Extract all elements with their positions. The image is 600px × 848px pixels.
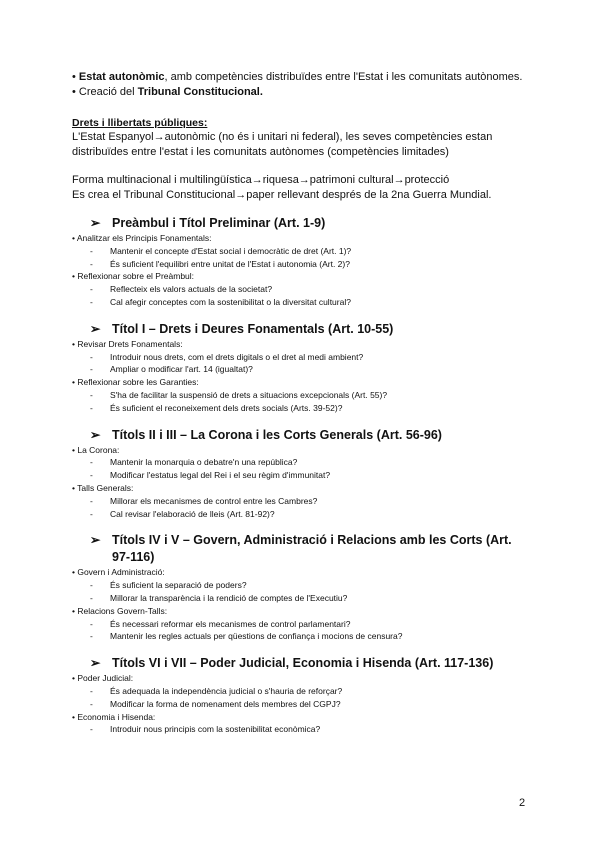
list-item <box>90 723 532 736</box>
section-title-continued: 97-116) <box>112 550 155 565</box>
list-item-text: Cal afegir conceptes com la sostenibilitat o la diversitat cultural? <box>110 296 351 307</box>
section <box>72 215 532 309</box>
list-item <box>90 508 532 521</box>
section-title: Títol I – Drets i Deures Fonamentals (Art. 10-55) <box>112 321 394 336</box>
group-label: • Revisar Drets Fonamentals: <box>72 338 183 349</box>
section-heading <box>72 532 532 566</box>
list-item-text: Reflecteix els valors actuals de la societat? <box>110 284 273 295</box>
dash-bullet: - <box>90 592 93 603</box>
dash-bullet: - <box>90 618 93 629</box>
bullet-text: , amb competències distribuïdes entre l'Estat i les comunitats autònomes. <box>164 71 523 83</box>
list-item-text: És adequada la independència judicial o s'hauria de reforçar? <box>110 685 343 696</box>
arrow-bullet-icon: ➢ <box>90 427 101 442</box>
rights-line-2: distribuïdes entre l'estat i les comunitats autònomes (competències limitades) <box>72 146 449 158</box>
arrow-bullet-icon: ➢ <box>90 656 101 671</box>
list-item <box>90 351 532 364</box>
bold-term: Estat autonòmic <box>78 71 165 83</box>
section-heading <box>72 321 532 338</box>
list-item-text: S'ha de facilitar la suspensió de drets a situacions excepcionals (Art. 55)? <box>110 389 388 400</box>
section-heading <box>72 215 532 232</box>
rights-title: Drets i llibertats públiques: <box>72 117 208 129</box>
dash-bullet: - <box>90 580 93 591</box>
list-item <box>90 630 532 643</box>
list-item <box>90 389 532 402</box>
list-item-text: Ampliar o modificar l'art. 14 (igualtat)? <box>110 364 253 375</box>
list-item-text: Cal revisar l'elaboració de lleis (Art. 81-92)? <box>110 508 275 519</box>
document-page <box>72 70 532 736</box>
dash-bullet: - <box>90 258 93 269</box>
dash-bullet: - <box>90 508 93 519</box>
dash-bullet: - <box>90 698 93 709</box>
list-item <box>90 685 532 698</box>
dash-bullet: - <box>90 724 93 735</box>
dash-bullet: - <box>90 389 93 400</box>
arrow-bullet-icon: ➢ <box>90 533 101 548</box>
list-item <box>90 698 532 711</box>
section-title: Títols IV i V – Govern, Administració i Relacions amb les Corts (Art. <box>112 533 512 548</box>
rights-line-1: L'Estat Espanyol→autonòmic (no és i unitari ni federal), les seves competències estan <box>72 131 493 143</box>
list-item <box>90 495 532 508</box>
list-item-text: Introduir nous principis com la sostenibilitat econòmica? <box>110 724 321 735</box>
intro-bullet-2: • Creació del Tribunal Constitucional. <box>72 86 263 98</box>
list-item-text: És necessari reformar els mecanismes de control parlamentari? <box>110 618 351 629</box>
group-label: • Poder Judicial: <box>72 673 134 684</box>
dash-bullet: - <box>90 284 93 295</box>
list-item-text: Introduir nous drets, com el drets digitals o el dret al medi ambient? <box>110 351 364 362</box>
intro-bullet-1: • Estat autonòmic, amb competències distribuïdes entre l'Estat i les comunitats autònomes. <box>72 71 523 83</box>
dash-bullet: - <box>90 296 93 307</box>
section <box>72 655 532 736</box>
list-item <box>90 402 532 415</box>
list-item-text: És suficient la separació de poders? <box>110 580 247 591</box>
section-title: Títols II i III – La Corona i les Corts Generals (Art. 56-96) <box>112 427 442 442</box>
group-label: • Govern i Administració: <box>72 567 165 578</box>
bullet-text: Creació del <box>78 86 138 98</box>
group-label: • Analitzar els Principis Fonamentals: <box>72 233 212 243</box>
arrow-bullet-icon: ➢ <box>90 321 101 336</box>
section <box>72 321 532 415</box>
section-title: Preàmbul i Títol Preliminar (Art. 1-9) <box>112 216 326 230</box>
list-item-text: Mantenir el concepte d'Estat social i democràtic de dret (Art. 1)? <box>110 245 352 256</box>
dash-bullet: - <box>90 364 93 375</box>
list-item-text: Millorar la transparència i la rendició de comptes de l'Executiu? <box>110 592 348 603</box>
group-label: • La Corona: <box>72 444 120 455</box>
list-item-text: Mantenir les regles actuals per qüestions de confiança i mocions de censura? <box>110 631 403 642</box>
group-label: • Economia i Hisenda: <box>72 711 156 722</box>
list-item <box>90 469 532 482</box>
list-item-text: És suficient el reconeixement dels drets socials (Arts. 39-52)? <box>110 402 343 413</box>
dash-bullet: - <box>90 402 93 413</box>
group-label: • Talls Generals: <box>72 482 134 493</box>
list-item-text: Mantenir la monarquia o debatre'n una república? <box>110 457 298 468</box>
group-label: • Reflexionar sobre les Garanties: <box>72 377 199 388</box>
dash-bullet: - <box>90 685 93 696</box>
list-item <box>90 363 532 376</box>
list-item <box>90 258 532 271</box>
list-item <box>90 456 532 469</box>
list-item <box>90 283 532 296</box>
list-item-text: Modificar la forma de nomenament dels membres del CGPJ? <box>110 698 341 709</box>
dash-bullet: - <box>90 631 93 642</box>
dash-bullet: - <box>90 351 93 362</box>
bold-term: Tribunal Constitucional. <box>137 86 263 98</box>
section-heading <box>72 427 532 444</box>
list-item <box>90 579 532 592</box>
list-item <box>90 245 532 258</box>
sections-container <box>72 215 532 736</box>
arrow-bullet-icon: ➢ <box>90 216 101 230</box>
list-item <box>90 296 532 309</box>
list-item-text: Modificar l'estatus legal del Rei i el seu règim d'immunitat? <box>110 470 331 481</box>
list-item <box>90 592 532 605</box>
section-heading <box>72 655 532 672</box>
dash-bullet: - <box>90 457 93 468</box>
dash-bullet: - <box>90 495 93 506</box>
forma-line-2: Es crea el Tribunal Constitucional→paper rellevant després de la 2na Guerra Mundial. <box>72 189 492 201</box>
section-title: Títols VI i VII – Poder Judicial, Economia i Hisenda (Art. 117-136) <box>112 656 494 671</box>
list-item <box>90 618 532 631</box>
forma-line-1: Forma multinacional i multilingüística→riquesa→patrimoni cultural→protecció <box>72 174 450 186</box>
section <box>72 532 532 643</box>
list-item-text: És suficient l'equilibri entre unitat de l'Estat i autonomia (Art. 2)? <box>110 258 350 269</box>
list-item-text: Millorar els mecanismes de control entre les Cambres? <box>110 495 318 506</box>
dash-bullet: - <box>90 470 93 481</box>
group-label: • Reflexionar sobre el Preàmbul: <box>72 271 195 282</box>
group-label: • Relacions Govern-Talls: <box>72 605 168 616</box>
section <box>72 427 532 521</box>
page-number: 2 <box>519 797 526 809</box>
dash-bullet: - <box>90 245 93 256</box>
